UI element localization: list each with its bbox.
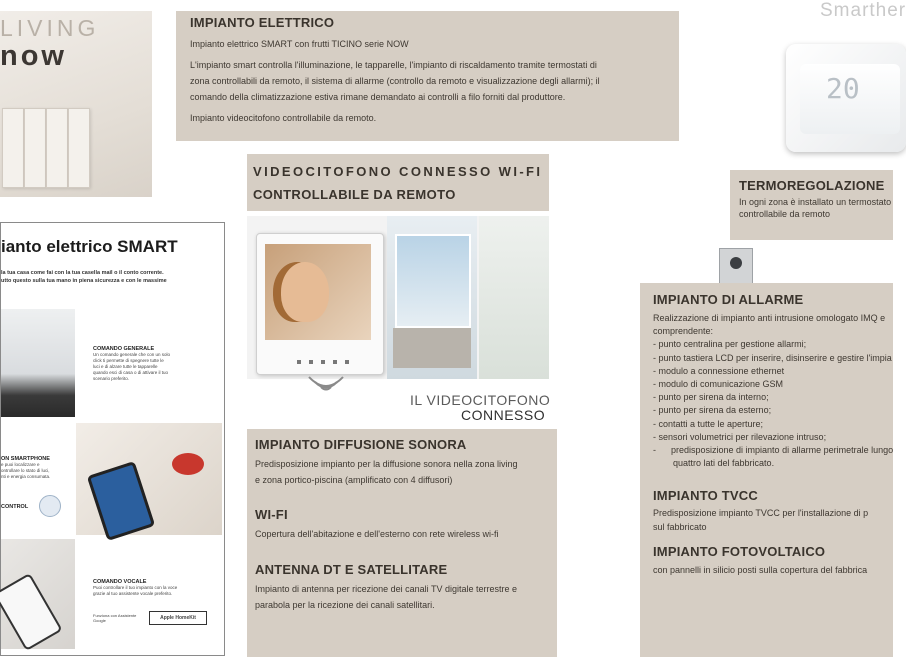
- antenna-title: ANTENNA DT E SATELLITARE: [255, 562, 448, 577]
- comando-generale-text: scenario preferito.: [93, 376, 130, 381]
- panel-text: - modulo di comunicazione GSM: [653, 379, 784, 390]
- panel-text: - contatti a tutte le aperture;: [653, 418, 764, 429]
- panel-text: - modulo a connessione ethernet: [653, 365, 785, 376]
- panel-text: - punto centralina per gestione allarmi;: [653, 339, 807, 350]
- fotovoltaico-title: IMPIANTO FOTOVOLTAICO: [653, 544, 826, 560]
- allarme-title: IMPIANTO DI ALLARME: [653, 292, 804, 307]
- videocitofono-header: [247, 154, 549, 211]
- panel-text: Copertura dell'abitazione e dell'esterno con rete wireless wi-fi: [255, 529, 499, 539]
- comando-vocale-text: Puoi controllare il tuo impianto con la voce: [93, 585, 178, 590]
- panel-text: - punto tastiera LCD per inserire, disinserire e gestire l'impia: [653, 352, 892, 363]
- panel-text: parabola per la ricezione dei canali satellitari.: [255, 600, 435, 610]
- panel-text: con pannelli in silicio posti sulla copertura del fabbrica: [653, 565, 868, 576]
- person-face: [281, 262, 329, 322]
- panel-text: quattro lati del fabbricato.: [653, 458, 775, 469]
- videocitofono-caption-line1: IL VIDEOCITOFONO: [410, 392, 551, 408]
- termoregolazione-title: TERMOREGOLAZIONE: [739, 178, 885, 193]
- smartphone-text: ontrollare lo stato di luci,: [1, 468, 50, 473]
- panel-text: - sensori volumetrici per rilevazione intruso;: [653, 431, 827, 442]
- panel-text: Predisposizione impianto per la diffusione sonora nella zona living: [255, 459, 518, 469]
- smart-brochure: [0, 222, 225, 656]
- voice-control-photo: [1, 539, 75, 649]
- panel-text: controllabile da remoto: [739, 209, 831, 219]
- videocitofono-title: VIDEOCITOFONO CONNESSO WI-FI: [253, 164, 543, 179]
- living-wordmark: LIVING: [0, 15, 100, 41]
- diffusione-sonora-title: IMPIANTO DIFFUSIONE SONORA: [255, 437, 467, 452]
- comando-generale-text: quando esci di casa o di attivare il tuo: [93, 370, 169, 375]
- panel-text: e zona portico-piscina (amplificato con 4 diffusori): [255, 475, 453, 485]
- brochure-intro: la tua casa come fai con la tua casella mail o il conto corrente.: [1, 270, 164, 276]
- comando-generale-text: Un comando generale che con un solo: [93, 352, 171, 357]
- panel-text: Impianto videocitofono controllabile da remoto.: [190, 113, 377, 123]
- smartphone-label: ON SMARTPHONE: [1, 456, 50, 462]
- impianto-elettrico-panel: [176, 11, 679, 141]
- switch-plate: [24, 108, 46, 188]
- wifi-icon: [305, 373, 347, 401]
- panel-text: comando della climatizzazione estiva rimane demandato ai controlli a filo forniti dal produttore.: [190, 92, 566, 102]
- thermostat-temperature: 20: [826, 72, 860, 105]
- panel-text: comprendente:: [653, 326, 714, 337]
- impianto-elettrico-title: IMPIANTO ELETTRICO: [190, 15, 335, 30]
- videocitofono-image: [247, 216, 549, 379]
- panel-text: Impianto di antenna per ricezione dei canali TV digitale terrestre e: [255, 584, 517, 594]
- panel-text: Predisposizione impianto TVCC per l'installazione di p: [653, 508, 869, 519]
- living-room-photo: [1, 309, 75, 417]
- switch-plate: [2, 108, 24, 188]
- impianti-sicurezza-panel: [640, 283, 893, 657]
- thermostat-image: [786, 44, 906, 152]
- panel-text: In ogni zona è installato un termostato: [739, 197, 892, 207]
- panel-text: zona controllabili da remoto, il sistema di allarme (controllo da remoto e visualizzazione degli allarmi); il: [190, 76, 600, 86]
- tvcc-title: IMPIANTO TVCC: [653, 488, 758, 504]
- apple-homekit-badge: Apple HomeKit: [149, 611, 207, 625]
- switch-plate: [46, 108, 68, 188]
- panel-text: Impianto elettrico SMART con frutti TICINO serie NOW: [190, 39, 409, 49]
- brochure-intro: utto questo sulla tua mano in piena sicurezza e con le massime: [1, 278, 167, 284]
- panel-text: - punto per sirena da interno;: [653, 392, 769, 403]
- smartphone-text: nti e energia consumata.: [1, 474, 51, 479]
- panel-text: - punto per sirena da esterno;: [653, 405, 772, 416]
- comando-generale-text: click ti permette di spegnere tutte le: [93, 358, 164, 363]
- living-now-image: [0, 11, 152, 197]
- brochure-title: ianto elettrico SMART: [1, 237, 178, 256]
- videocitofono-subtitle: CONTROLLABILE DA REMOTO: [253, 187, 456, 202]
- panel-text: L'impianto smart controlla l'illuminazione, le tapparelle, l'impianto di riscaldamento tramite termostati di: [190, 60, 597, 70]
- switch-plate: [68, 108, 90, 188]
- panel-text: - predisposizione di impianto di allarme perimetrale lungo: [653, 445, 894, 456]
- wifi-title: WI-FI: [255, 507, 288, 522]
- home-icon: [39, 495, 61, 517]
- room-photo: [387, 216, 477, 379]
- external-panel-photo: [479, 216, 549, 379]
- termoregolazione-panel: [730, 170, 893, 240]
- comando-vocale-text: grazie al tuo assistente vocale preferito.: [93, 591, 173, 596]
- control-label: CONTROL: [1, 504, 29, 510]
- smarther-brand: Smarther: [820, 0, 906, 21]
- monitor-screen: [265, 244, 371, 340]
- panel-text: sul fabbricato: [653, 522, 707, 533]
- now-wordmark: now: [0, 40, 67, 72]
- smartphone-photo: [76, 423, 222, 535]
- videocitofono-caption-line2: CONNESSO: [461, 407, 546, 423]
- panel-text: Realizzazione di impianto anti intrusione omologato IMQ e: [653, 313, 886, 323]
- comando-generale-text: luci e di alzare tutte le tapparelle: [93, 364, 158, 369]
- comando-vocale-label: COMANDO VOCALE: [93, 579, 147, 585]
- videocitofono-monitor: [256, 233, 384, 375]
- impianti-multimedia-panel: [247, 429, 557, 657]
- comando-generale-label: COMANDO GENERALE: [93, 346, 155, 352]
- smartphone-text: e puoi localizzare e: [1, 462, 40, 467]
- google-assistant-badge: Funziona con Assistente Google: [93, 613, 137, 623]
- monitor-buttons: [297, 360, 357, 364]
